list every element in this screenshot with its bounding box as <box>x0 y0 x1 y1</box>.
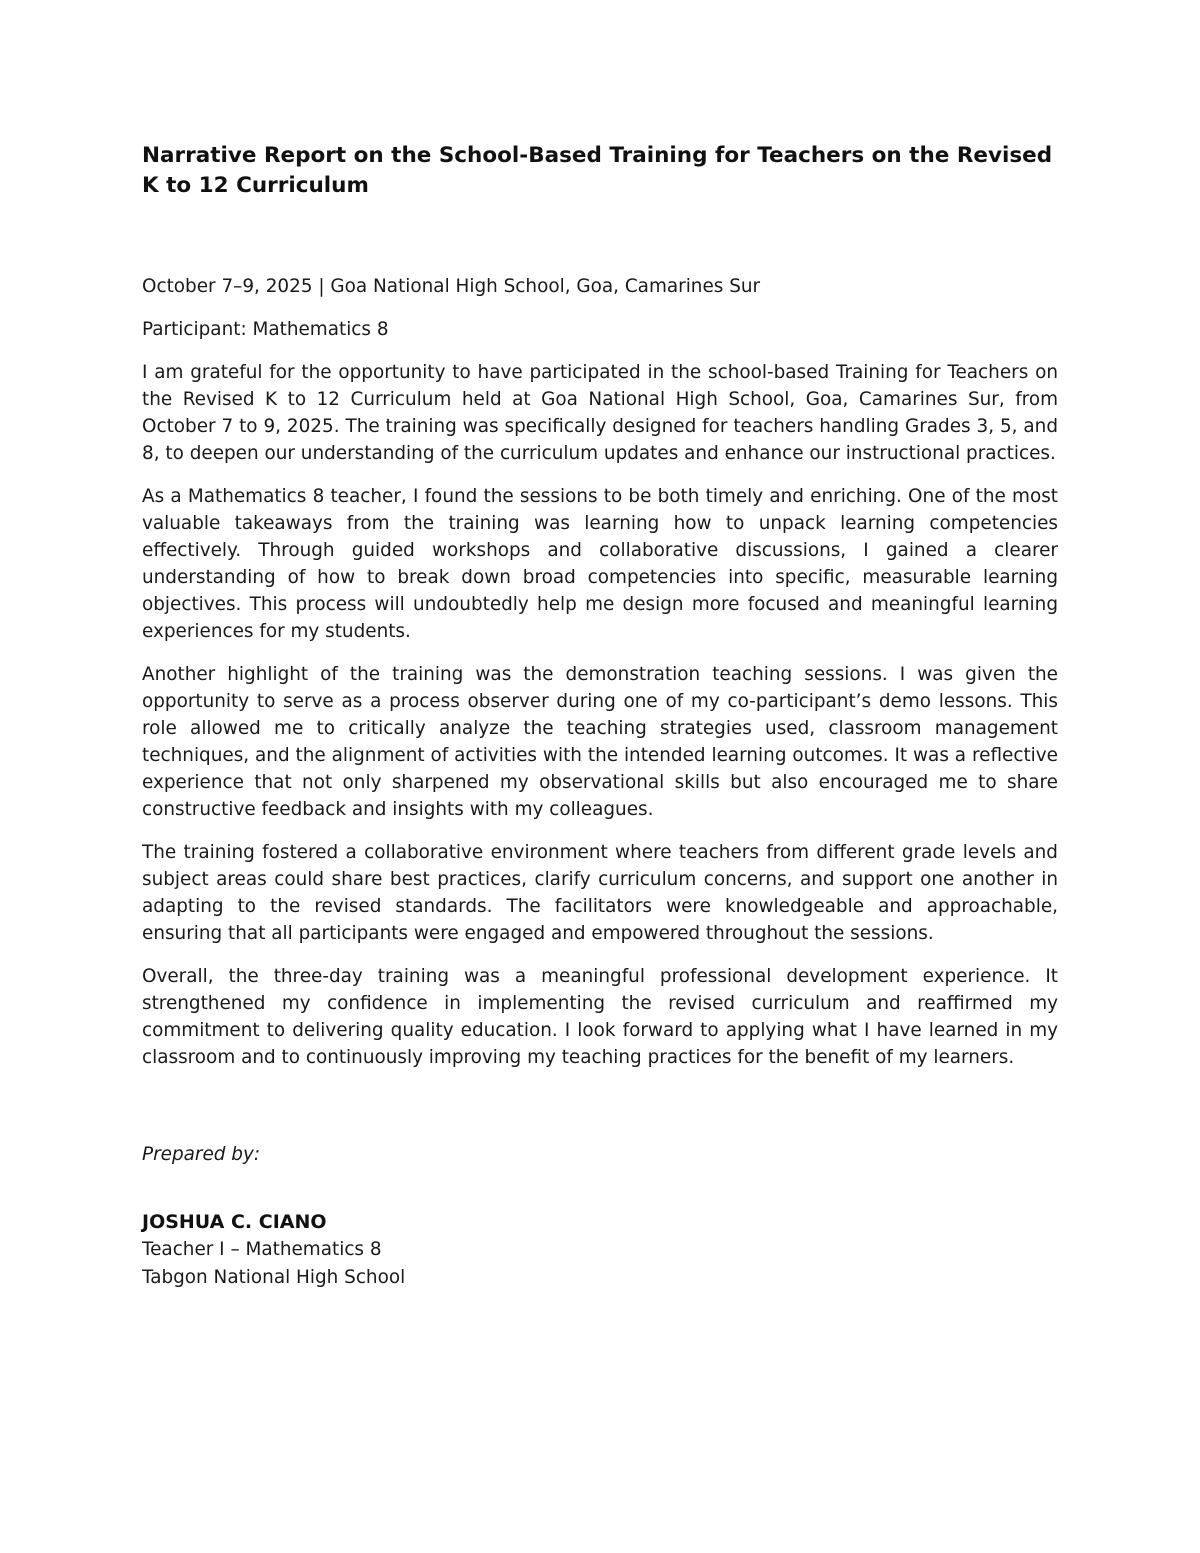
paragraph-conclusion: Overall, the three-day training was a meaningful professional development experience. It strengthened my confidence in implementing the revised curriculum and reaffirmed my commitment to delivering quality education. I look forward to applying what I have learned in my classroom and to continuously improving my teaching practices for the benefit of my learners. <box>142 966 1058 1068</box>
participant-line: Participant: Mathematics 8 <box>142 319 389 340</box>
paragraph-takeaways: As a Mathematics 8 teacher, I found the sessions to be both timely and enriching. One of the most valuable takeaways from the training was learning how to unpack learning competencies effectively. Through guided workshops and collaborative discussions, I gained a clearer understanding of how to break down broad competencies into specific, measurable learning objectives. This process will undoubtedly help me design more focused and meaningful learning experiences for my students. <box>142 486 1058 642</box>
paragraph-intro: I am grateful for the opportunity to have participated in the school-based Training for Teachers on the Revised K to 12 Curriculum held at Goa National High School, Goa, Camarines Sur, from October 7 to 9, 2025. The training was specifically designed for teachers handling Grades 3, 5, and 8, to deepen our understanding of the curriculum updates and enhance our instructional practices. <box>142 362 1058 464</box>
prepared-by-label: Prepared by: <box>142 1144 261 1165</box>
signatory-name: JOSHUA C. CIANO <box>142 1211 327 1233</box>
document-page <box>142 141 1058 1292</box>
signatory-school: Tabgon National High School <box>142 1267 406 1288</box>
paragraph-demo-teaching: Another highlight of the training was the demonstration teaching sessions. I was given the opportunity to serve as a process observer during one of my co-participant’s demo lessons. This role allowed me to critically analyze the teaching strategies used, classroom management techniques, and the alignment of activities with the intended learning outcomes. It was a reflective experience that not only sharpened my observational skills but also encouraged me to share constructive feedback and insights with my colleagues. <box>142 664 1058 820</box>
date-location: October 7–9, 2025 | Goa National High School, Goa, Camarines Sur <box>142 276 761 297</box>
paragraph-collaboration: The training fostered a collaborative environment where teachers from different grade levels and subject areas could share best practices, clarify curriculum concerns, and support one another in adapting to the revised standards. The facilitators were knowledgeable and approachable, ensuring that all participants were engaged and empowered throughout the sessions. <box>142 842 1058 944</box>
signatory-position: Teacher I – Mathematics 8 <box>142 1239 382 1260</box>
report-title: Narrative Report on the School-Based Training for Teachers on the Revised K to 12 Curriculum <box>142 143 1053 198</box>
